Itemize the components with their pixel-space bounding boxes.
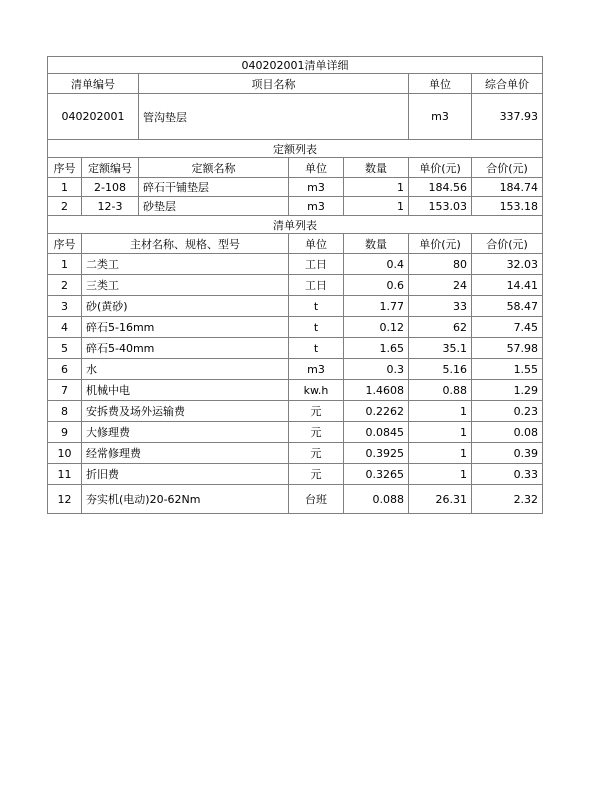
section-title-quota: 定额列表 (48, 140, 543, 158)
cell-unit: t (289, 317, 344, 338)
col-header-quota-code: 定额编号 (82, 158, 139, 178)
cell-material-name: 经常修理费 (82, 443, 289, 464)
quota-row (48, 178, 543, 197)
cell-unit-price: 24 (409, 275, 472, 296)
detail-row (48, 359, 543, 380)
cell-seq: 12 (48, 485, 82, 514)
cell-material-name: 夯实机(电动)20-62Nm (82, 485, 289, 514)
cell-unit: 工日 (289, 275, 344, 296)
cell-unit: m3 (409, 94, 472, 140)
cell-unit: 元 (289, 464, 344, 485)
col-header-unit-price: 单价(元) (409, 158, 472, 178)
col-header-quota-name: 定额名称 (139, 158, 289, 178)
cell-qty: 0.4 (344, 254, 409, 275)
col-header-unit: 单位 (289, 158, 344, 178)
detail-row (48, 401, 543, 422)
cell-total-price: 14.41 (472, 275, 543, 296)
cell-unit-price: 1 (409, 422, 472, 443)
cell-total-price: 153.18 (472, 197, 543, 216)
cell-qty: 1 (344, 197, 409, 216)
cell-material-name: 水 (82, 359, 289, 380)
cell-name: 管沟垫层 (139, 94, 409, 140)
cell-unit-price: 62 (409, 317, 472, 338)
cell-total-price: 0.39 (472, 443, 543, 464)
cell-material-name: 三类工 (82, 275, 289, 296)
cost-detail-table (47, 56, 543, 514)
cell-seq: 6 (48, 359, 82, 380)
col-header-material-name: 主材名称、规格、型号 (82, 234, 289, 254)
cell-qty: 0.0845 (344, 422, 409, 443)
cell-seq: 9 (48, 422, 82, 443)
cell-unit: m3 (289, 178, 344, 197)
col-header-total-price: 合价(元) (472, 234, 543, 254)
cell-material-name: 机械中电 (82, 380, 289, 401)
cell-qty: 1.77 (344, 296, 409, 317)
cell-seq: 10 (48, 443, 82, 464)
col-header-qty: 数量 (344, 234, 409, 254)
cell-unit-price: 26.31 (409, 485, 472, 514)
col-header-code: 清单编号 (48, 74, 139, 94)
cell-unit-price: 1 (409, 401, 472, 422)
cell-total-price: 0.23 (472, 401, 543, 422)
detail-row (48, 464, 543, 485)
cell-qty: 0.3265 (344, 464, 409, 485)
cell-seq: 1 (48, 178, 82, 197)
cell-material-name: 二类工 (82, 254, 289, 275)
cell-seq: 8 (48, 401, 82, 422)
cell-qty: 0.3 (344, 359, 409, 380)
cell-unit-price: 153.03 (409, 197, 472, 216)
cell-code: 040202001 (48, 94, 139, 140)
table-row (48, 57, 543, 74)
cell-material-name: 安拆费及场外运输费 (82, 401, 289, 422)
cell-unit: m3 (289, 359, 344, 380)
col-header-unit: 单位 (409, 74, 472, 94)
table-row (48, 158, 543, 178)
cell-unit-price: 1 (409, 443, 472, 464)
cell-total-price: 184.74 (472, 178, 543, 197)
table-row (48, 234, 543, 254)
cell-unit-price: 35.1 (409, 338, 472, 359)
quota-row (48, 197, 543, 216)
detail-row (48, 338, 543, 359)
cell-composite-price: 337.93 (472, 94, 543, 140)
cell-unit: 台班 (289, 485, 344, 514)
cell-qty: 1.65 (344, 338, 409, 359)
cell-material-name: 砂(黄砂) (82, 296, 289, 317)
detail-row (48, 422, 543, 443)
summary-row (48, 94, 543, 140)
col-header-unit: 单位 (289, 234, 344, 254)
cell-unit: t (289, 338, 344, 359)
cell-unit: m3 (289, 197, 344, 216)
cell-qty: 0.12 (344, 317, 409, 338)
cell-seq: 2 (48, 197, 82, 216)
cell-total-price: 1.55 (472, 359, 543, 380)
col-header-qty: 数量 (344, 158, 409, 178)
cell-seq: 11 (48, 464, 82, 485)
col-header-total-price: 合价(元) (472, 158, 543, 178)
cell-unit: 元 (289, 443, 344, 464)
cell-unit: kw.h (289, 380, 344, 401)
cell-qty: 1.4608 (344, 380, 409, 401)
cell-quota-code: 12-3 (82, 197, 139, 216)
detail-row (48, 254, 543, 275)
cell-unit-price: 5.16 (409, 359, 472, 380)
cell-unit: 元 (289, 422, 344, 443)
cell-qty: 0.3925 (344, 443, 409, 464)
section-title-detail: 清单列表 (48, 216, 543, 234)
cell-qty: 1 (344, 178, 409, 197)
cell-unit-price: 1 (409, 464, 472, 485)
cell-total-price: 58.47 (472, 296, 543, 317)
detail-row (48, 296, 543, 317)
cell-material-name: 碎石5-16mm (82, 317, 289, 338)
detail-row (48, 380, 543, 401)
cell-quota-name: 砂垫层 (139, 197, 289, 216)
cell-qty: 0.088 (344, 485, 409, 514)
cell-total-price: 0.08 (472, 422, 543, 443)
cell-unit-price: 0.88 (409, 380, 472, 401)
cell-quota-code: 2-108 (82, 178, 139, 197)
cell-total-price: 2.32 (472, 485, 543, 514)
detail-row (48, 485, 543, 514)
cell-unit: t (289, 296, 344, 317)
col-header-name: 项目名称 (139, 74, 409, 94)
cell-unit-price: 80 (409, 254, 472, 275)
table-row (48, 74, 543, 94)
cell-qty: 0.2262 (344, 401, 409, 422)
cell-unit: 元 (289, 401, 344, 422)
table-row (48, 216, 543, 234)
cell-total-price: 1.29 (472, 380, 543, 401)
cell-seq: 3 (48, 296, 82, 317)
col-header-seq: 序号 (48, 234, 82, 254)
cell-quota-name: 碎石干铺垫层 (139, 178, 289, 197)
table-row (48, 140, 543, 158)
cell-qty: 0.6 (344, 275, 409, 296)
page-title: 040202001清单详细 (48, 57, 543, 74)
cell-unit: 工日 (289, 254, 344, 275)
col-header-composite-price: 综合单价 (472, 74, 543, 94)
cell-seq: 7 (48, 380, 82, 401)
cell-total-price: 57.98 (472, 338, 543, 359)
col-header-seq: 序号 (48, 158, 82, 178)
detail-row (48, 317, 543, 338)
cell-unit-price: 184.56 (409, 178, 472, 197)
detail-row (48, 443, 543, 464)
cell-total-price: 0.33 (472, 464, 543, 485)
detail-row (48, 275, 543, 296)
cell-seq: 4 (48, 317, 82, 338)
cell-unit-price: 33 (409, 296, 472, 317)
cell-material-name: 折旧费 (82, 464, 289, 485)
cell-seq: 1 (48, 254, 82, 275)
cell-total-price: 7.45 (472, 317, 543, 338)
col-header-unit-price: 单价(元) (409, 234, 472, 254)
cell-material-name: 大修理费 (82, 422, 289, 443)
cell-seq: 5 (48, 338, 82, 359)
cell-seq: 2 (48, 275, 82, 296)
cell-material-name: 碎石5-40mm (82, 338, 289, 359)
cell-total-price: 32.03 (472, 254, 543, 275)
